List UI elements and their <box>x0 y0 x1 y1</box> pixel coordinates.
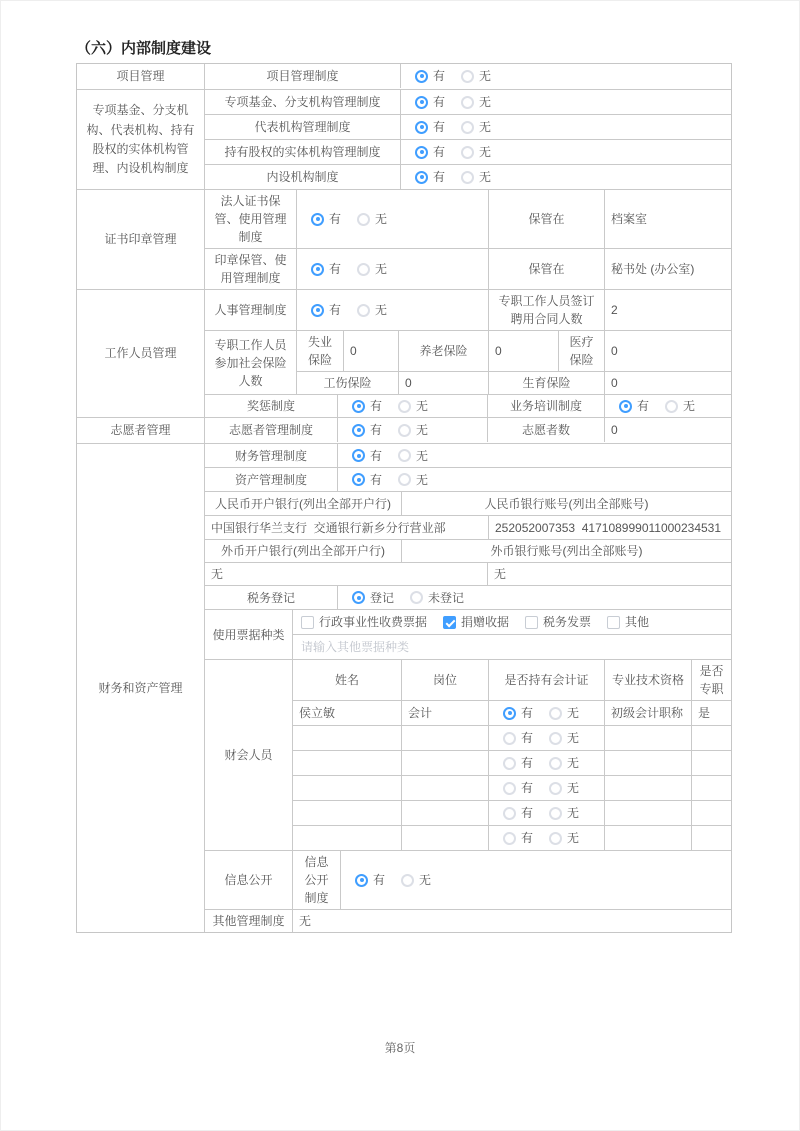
page-title: （六）内部制度建设 <box>76 40 212 57</box>
other-invoice-input[interactable] <box>301 638 725 656</box>
tax-registration-radio-cell <box>338 586 731 609</box>
radio-yes-icon[interactable] <box>415 70 428 83</box>
radio-registered-icon[interactable] <box>352 591 365 604</box>
equity-entity-system-label: 持有股权的实体机构管理制度 <box>205 140 401 164</box>
accountant-cert-radio-cell <box>489 826 605 850</box>
radio-no-icon[interactable] <box>461 121 474 134</box>
radio-yes-icon[interactable] <box>311 304 324 317</box>
other-checkbox-icon[interactable] <box>607 616 620 629</box>
donation-receipt-label: 捐赠收据 <box>461 615 510 630</box>
accountant-name: 侯立敏 <box>293 701 402 725</box>
accountant-cert-radio-cell <box>489 751 605 775</box>
accountant-title <box>605 726 692 750</box>
yes-label: 有 <box>370 448 383 463</box>
no-label: 无 <box>479 120 492 135</box>
no-label: 无 <box>479 145 492 160</box>
no-label: 无 <box>567 781 580 796</box>
accountant-row <box>293 701 731 726</box>
invoice-checkbox-cell <box>293 610 731 634</box>
asset-system-label: 资产管理制度 <box>205 468 338 491</box>
radio-no-icon[interactable] <box>549 732 562 745</box>
accountant-cert-radio-cell <box>489 801 605 825</box>
col-header-fulltime: 是否专职 <box>699 664 724 697</box>
yes-label: 有 <box>521 831 534 846</box>
radio-yes-icon[interactable] <box>311 263 324 276</box>
accountant-row <box>293 726 731 751</box>
hr-system-label: 人事管理制度 <box>205 290 297 330</box>
yes-label: 有 <box>521 781 534 796</box>
group-label-cert: 证书印章管理 <box>77 190 205 289</box>
rep-office-radio-cell <box>401 115 731 139</box>
other-system-label: 其他管理制度 <box>205 910 293 932</box>
training-system-label: 业务培训制度 <box>488 395 605 417</box>
yes-label: 有 <box>521 756 534 771</box>
accountant-fulltime: 是 <box>698 706 711 721</box>
accountant-title <box>605 776 692 800</box>
kept-at-label: 保管在 <box>489 190 605 248</box>
yes-label: 有 <box>373 873 386 888</box>
no-label: 无 <box>375 262 388 277</box>
no-label: 无 <box>479 170 492 185</box>
no-label: 无 <box>567 706 580 721</box>
no-label: 无 <box>375 303 388 318</box>
accountant-row <box>293 776 731 801</box>
radio-no-icon[interactable] <box>461 171 474 184</box>
yes-label: 有 <box>637 399 650 414</box>
rep-office-system-label: 代表机构管理制度 <box>205 115 401 139</box>
no-label: 无 <box>567 731 580 746</box>
radio-no-icon[interactable] <box>401 874 414 887</box>
rmb-account-header: 人民币银行账号(列出全部账号) <box>484 496 649 511</box>
radio-yes-icon[interactable] <box>352 424 365 437</box>
seal-radio-cell <box>297 249 489 289</box>
disclosure-system-label: 信息公开制度 <box>293 851 341 909</box>
radio-no-icon[interactable] <box>549 782 562 795</box>
no-label: 无 <box>416 472 429 487</box>
group-label-orgs: 专项基金、分支机构、代表机构、持有股权的实体机构管理、内设机构制度 <box>77 90 205 189</box>
radio-yes-icon[interactable] <box>415 171 428 184</box>
project-system-radio-cell <box>401 64 731 88</box>
yes-label: 有 <box>433 145 446 160</box>
tax-registration-label: 税务登记 <box>205 586 338 609</box>
radio-no-icon[interactable] <box>398 449 411 462</box>
no-label: 无 <box>479 69 492 83</box>
internal-org-radio-cell <box>401 165 731 189</box>
accountant-post <box>402 776 489 800</box>
no-label: 无 <box>567 831 580 846</box>
accountant-title: 初级会计职称 <box>605 701 692 725</box>
maternity-insurance-label: 生育保险 <box>489 372 605 394</box>
radio-yes-icon[interactable] <box>503 732 516 745</box>
injury-insurance-label: 工伤保险 <box>297 372 399 394</box>
radio-no-icon[interactable] <box>461 146 474 159</box>
radio-no-icon[interactable] <box>549 807 562 820</box>
fund-branch-radio-cell <box>401 90 731 114</box>
accountant-post <box>402 826 489 850</box>
accountant-title <box>605 826 692 850</box>
accountant-post <box>402 801 489 825</box>
fx-bank-header: 外币开户银行(列出全部开户行) <box>205 540 402 562</box>
accountant-title <box>605 801 692 825</box>
radio-unregistered-icon[interactable] <box>410 591 423 604</box>
rmb-bank-header: 人民币开户银行(列出全部开户行) <box>205 492 402 515</box>
pension-insurance-value: 0 <box>489 331 559 371</box>
radio-no-icon[interactable] <box>549 757 562 770</box>
no-label: 无 <box>375 212 388 227</box>
pension-insurance-label: 养老保险 <box>399 331 489 371</box>
yes-label: 有 <box>521 706 534 721</box>
yes-label: 有 <box>521 731 534 746</box>
radio-no-icon[interactable] <box>665 400 678 413</box>
radio-yes-icon[interactable] <box>415 96 428 109</box>
yes-label: 有 <box>433 69 446 83</box>
accountant-post <box>402 751 489 775</box>
col-header-post: 岗位 <box>402 660 489 700</box>
yes-label: 有 <box>370 399 383 414</box>
accountant-post: 会计 <box>402 701 489 725</box>
col-header-name: 姓名 <box>293 660 402 700</box>
accountant-fulltime <box>692 826 731 850</box>
radio-no-icon[interactable] <box>461 70 474 83</box>
col-header-cert: 是否持有会计证 <box>489 660 605 700</box>
cert-kept-at-value: 档案室 <box>611 212 648 227</box>
no-label: 无 <box>567 806 580 821</box>
yes-label: 有 <box>433 120 446 135</box>
no-label: 无 <box>419 873 432 888</box>
checkbox-item-donation-receipt <box>443 613 509 631</box>
yes-label: 有 <box>521 806 534 821</box>
accountant-fulltime <box>692 751 731 775</box>
group-label-finance: 财务和资产管理 <box>77 444 205 932</box>
radio-yes-icon[interactable] <box>352 400 365 413</box>
asset-system-radio-cell <box>338 468 731 491</box>
accountant-name <box>293 751 402 775</box>
radio-no-icon[interactable] <box>357 263 370 276</box>
section-org-systems <box>77 90 731 190</box>
checkbox-item-tax-invoice <box>525 613 591 631</box>
radio-no-icon[interactable] <box>549 832 562 845</box>
accountant-name <box>293 801 402 825</box>
accountant-row <box>293 826 731 850</box>
accountant-fulltime <box>692 776 731 800</box>
section-finance-assets <box>77 444 731 932</box>
no-label: 无 <box>567 756 580 771</box>
group-label-project: 项目管理 <box>77 64 205 89</box>
accounting-staff-label: 财会人员 <box>205 660 293 850</box>
invoice-types-label: 使用票据种类 <box>205 610 293 659</box>
accountant-fulltime <box>692 801 731 825</box>
accountant-cert-radio-cell <box>489 726 605 750</box>
accountant-row <box>293 751 731 776</box>
seal-kept-at-value: 秘书处 (办公室) <box>611 262 695 277</box>
donation-receipt-checkbox-icon[interactable] <box>443 616 456 629</box>
admin-fee-checkbox-icon[interactable] <box>301 616 314 629</box>
equity-entity-radio-cell <box>401 140 731 164</box>
tax-invoice-label: 税务发票 <box>543 615 592 630</box>
no-label: 无 <box>416 423 429 438</box>
other-label: 其他 <box>625 615 650 630</box>
finance-system-radio-cell <box>338 444 731 467</box>
yes-label: 有 <box>370 423 383 438</box>
accountant-row <box>293 801 731 826</box>
radio-yes-icon[interactable] <box>355 874 368 887</box>
accountant-cert-radio-cell <box>489 776 605 800</box>
other-invoice-input-cell <box>293 635 731 659</box>
section-certificate-seal <box>77 190 731 290</box>
other-system-value: 无 <box>299 914 312 929</box>
reward-system-label: 奖惩制度 <box>205 395 338 417</box>
seal-system-label: 印章保管、使用管理制度 <box>205 249 297 289</box>
fx-account-header: 外币银行账号(列出全部账号) <box>490 544 643 559</box>
checkbox-item-other <box>607 613 649 631</box>
volunteer-radio-cell <box>338 418 488 442</box>
accountant-post <box>402 726 489 750</box>
fund-branch-system-label: 专项基金、分支机构管理制度 <box>205 90 401 114</box>
internal-org-system-label: 内设机构制度 <box>205 165 401 189</box>
admin-fee-label: 行政事业性收费票据 <box>319 615 428 630</box>
checkbox-item-admin-fee <box>301 613 427 631</box>
medical-insurance-value: 0 <box>611 344 618 359</box>
radio-yes-icon[interactable] <box>415 146 428 159</box>
radio-no-icon[interactable] <box>398 473 411 486</box>
radio-yes-icon[interactable] <box>503 782 516 795</box>
yes-label: 有 <box>329 262 342 277</box>
page-number: 第8页 <box>384 1041 416 1055</box>
radio-yes-icon[interactable] <box>503 707 516 720</box>
internal-system-table <box>76 63 732 933</box>
radio-yes-icon[interactable] <box>352 449 365 462</box>
accountant-title <box>605 751 692 775</box>
radio-no-icon[interactable] <box>357 213 370 226</box>
social-insurance-label: 专职工作人员参加社会保险人数 <box>205 331 297 394</box>
training-radio-cell <box>605 395 731 417</box>
yes-label: 有 <box>433 170 446 185</box>
project-system-label: 项目管理制度 <box>205 64 401 88</box>
registered-label: 登记 <box>370 590 395 605</box>
no-label: 无 <box>416 448 429 463</box>
legal-cert-system-label: 法人证书保管、使用管理制度 <box>205 190 297 248</box>
group-label-staff: 工作人员管理 <box>77 290 205 417</box>
section-project-management <box>77 64 731 90</box>
yes-label: 有 <box>329 212 342 227</box>
legal-cert-radio-cell <box>297 190 489 248</box>
section-staff-management <box>77 290 731 418</box>
radio-no-icon[interactable] <box>461 96 474 109</box>
unregistered-label: 未登记 <box>428 590 465 605</box>
radio-yes-icon[interactable] <box>415 121 428 134</box>
maternity-insurance-value: 0 <box>611 376 618 391</box>
yes-label: 有 <box>370 472 383 487</box>
accountant-fulltime <box>692 726 731 750</box>
rmb-account-value: 252052007353 417108999011000234531 <box>495 520 722 535</box>
volunteer-count-value: 0 <box>611 423 618 438</box>
fx-bank-value: 无 <box>205 563 488 585</box>
radio-no-icon[interactable] <box>398 424 411 437</box>
kept-at-label: 保管在 <box>489 249 605 289</box>
reward-radio-cell <box>338 395 488 417</box>
accountant-name <box>293 726 402 750</box>
radio-yes-icon[interactable] <box>311 213 324 226</box>
tax-invoice-checkbox-icon[interactable] <box>525 616 538 629</box>
yes-label: 有 <box>433 95 446 110</box>
volunteer-system-label: 志愿者管理制度 <box>205 418 338 442</box>
radio-yes-icon[interactable] <box>503 832 516 845</box>
radio-no-icon[interactable] <box>398 400 411 413</box>
accountant-name <box>293 826 402 850</box>
radio-no-icon[interactable] <box>357 304 370 317</box>
accountant-name <box>293 776 402 800</box>
fx-account-value: 无 <box>494 567 507 582</box>
no-label: 无 <box>479 95 492 110</box>
radio-yes-icon[interactable] <box>503 757 516 770</box>
radio-yes-icon[interactable] <box>619 400 632 413</box>
group-label-volunteer: 志愿者管理 <box>77 418 205 443</box>
disclosure-radio-cell <box>341 851 731 909</box>
unemployment-insurance-label: 失业保险 <box>297 331 344 371</box>
disclosure-group-label: 信息公开 <box>205 851 293 909</box>
radio-no-icon[interactable] <box>549 707 562 720</box>
hr-radio-cell <box>297 290 489 330</box>
unemployment-insurance-value: 0 <box>344 331 399 371</box>
medical-insurance-label: 医疗保险 <box>559 331 605 371</box>
accountant-cert-radio-cell <box>489 701 605 725</box>
col-header-title: 专业技术资格 <box>605 660 692 700</box>
contract-count-label: 专职工作人员签订聘用合同人数 <box>489 290 605 330</box>
no-label: 无 <box>416 399 429 414</box>
rmb-bank-value: 中国银行华兰支行 交通银行新乡分行营业部 <box>205 516 489 539</box>
radio-yes-icon[interactable] <box>352 473 365 486</box>
section-volunteer-management <box>77 418 731 444</box>
radio-group <box>415 67 491 85</box>
finance-system-label: 财务管理制度 <box>205 444 338 467</box>
yes-label: 有 <box>329 303 342 318</box>
contract-count-value: 2 <box>611 303 618 318</box>
no-label: 无 <box>683 399 696 414</box>
volunteer-count-label: 志愿者数 <box>488 418 605 442</box>
radio-yes-icon[interactable] <box>503 807 516 820</box>
injury-insurance-value: 0 <box>399 372 489 394</box>
